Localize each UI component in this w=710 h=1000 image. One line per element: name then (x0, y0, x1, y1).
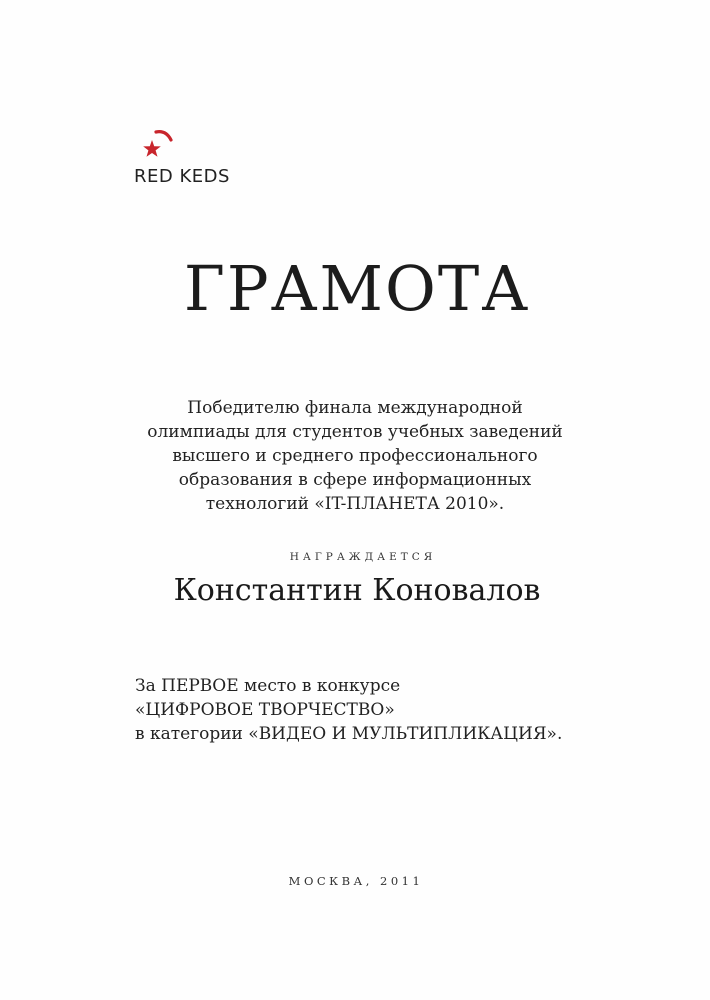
reason-line: в категории «ВИДЕО И МУЛЬТИПЛИКАЦИЯ». (135, 724, 563, 744)
award-reason (135, 674, 562, 746)
logo-text: RED KEDS (134, 166, 230, 187)
intro-text (0, 396, 710, 516)
awarded-label: НАГРАЖДАЕТСЯ (289, 551, 437, 563)
intro-line: Победителю финала международной (187, 398, 523, 418)
place-and-date: МОСКВА, 2011 (288, 874, 424, 888)
reason-line: За ПЕРВОЕ место в конкурсе (135, 676, 401, 696)
intro-line: олимпиады для студентов учебных заведений (147, 422, 563, 442)
recipient-name: Константин Коновалов (173, 573, 541, 608)
intro-line: высшего и среднего профессионального (172, 446, 538, 466)
red-star-arc-icon (139, 126, 179, 164)
certificate-title: ГРАМОТА (183, 252, 531, 325)
intro-line: образования в сфере информационных (178, 470, 532, 490)
red-keds-logo (134, 126, 254, 190)
reason-line: «ЦИФРОВОЕ ТВОРЧЕСТВО» (135, 700, 395, 720)
intro-line: технологий «IT-ПЛАНЕТА 2010». (205, 494, 505, 514)
